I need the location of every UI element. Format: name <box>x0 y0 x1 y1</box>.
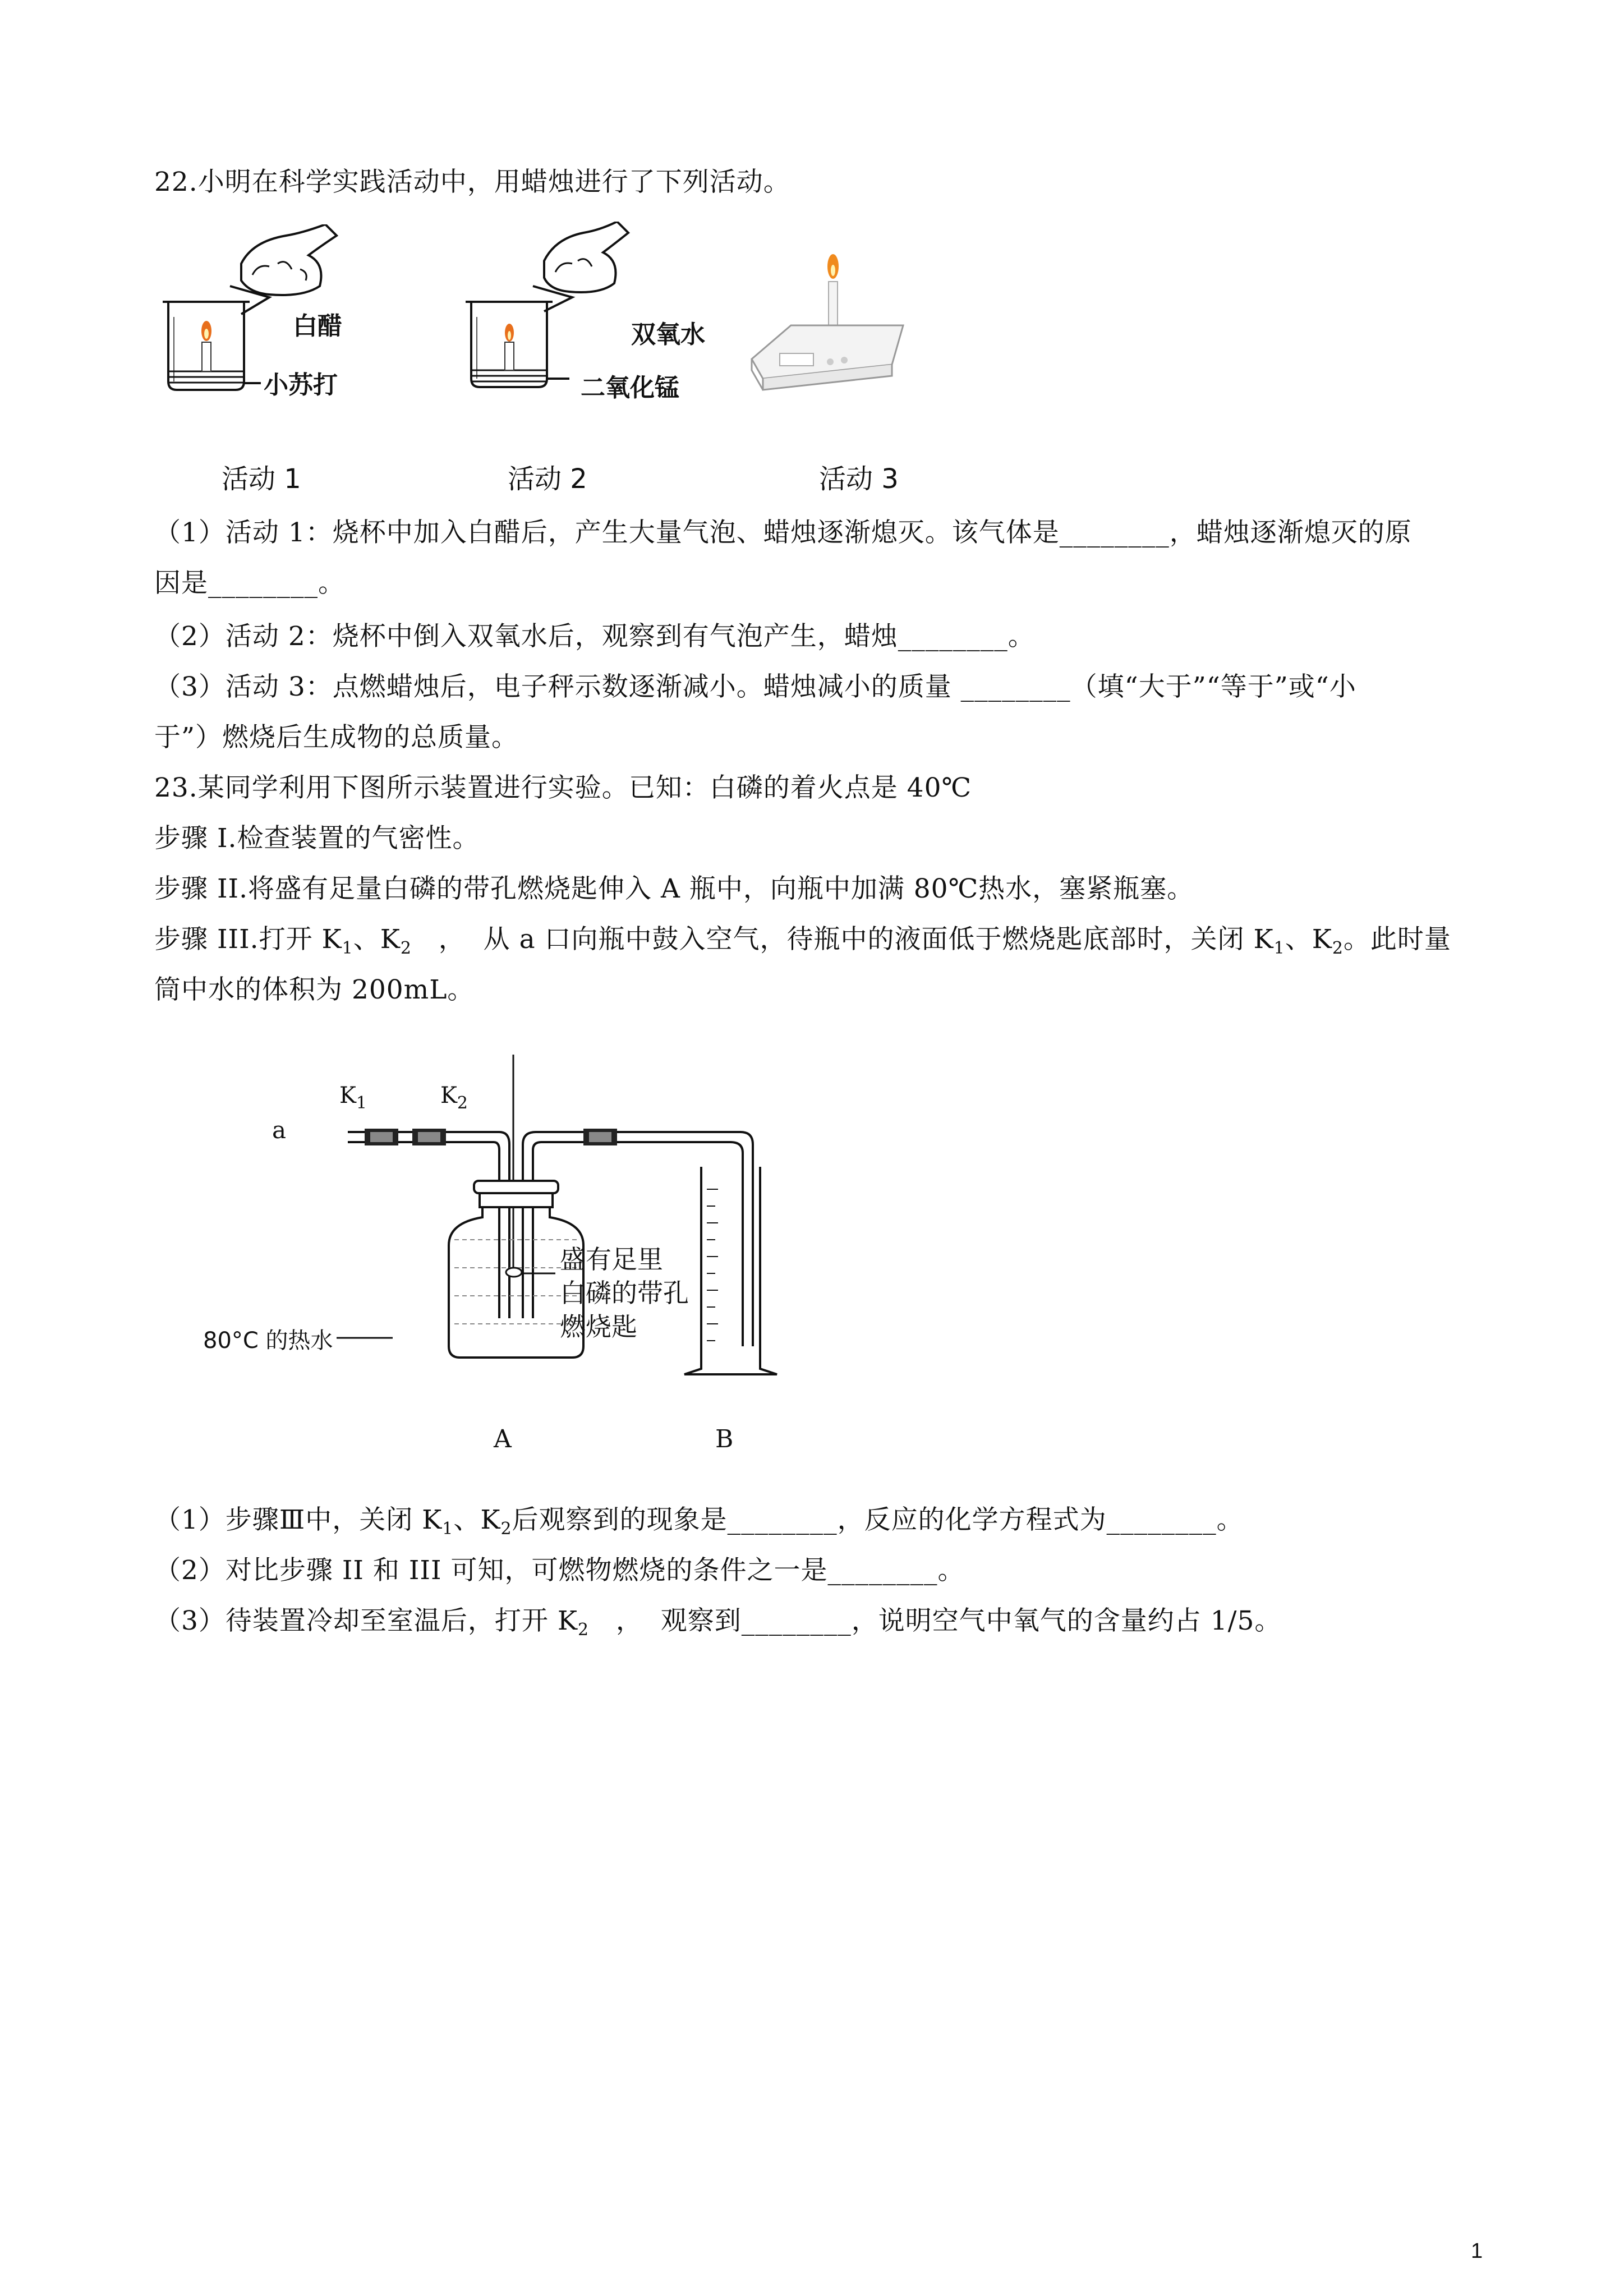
q23-part2: （2）对比步骤 II 和 III 可知，可燃物燃烧的条件之一是________。 <box>154 1555 965 1586</box>
activity3-figure <box>740 252 909 404</box>
q23-part3: （3）待装置冷却至室温后，打开 $K_2$ ， 观察到________，说明空气中氧气的含量约占 1/5。 <box>154 1605 1282 1640</box>
k2-label: $K_2$ <box>440 1083 468 1113</box>
q22-part3-line2: 于”）燃烧后生成物的总质量。 <box>154 722 519 753</box>
h2o2-label: 双氧水 <box>631 320 705 349</box>
activity2-caption: 活动 2 <box>508 463 587 495</box>
activity3-caption: 活动 3 <box>819 463 899 495</box>
mno2-label: 二氧化锰 <box>581 374 679 402</box>
inlet-a-label: a <box>272 1116 287 1144</box>
spoon-label: 盛有足里 白磷的带孔 燃烧匙 <box>560 1244 689 1342</box>
page-number: 1 <box>1471 2239 1483 2263</box>
vinegar-label: 白醋 <box>293 312 342 341</box>
q22-title: 22.小明在科学实践活动中，用蜡烛进行了下列活动。 <box>154 167 790 197</box>
hot-water-label: 80°C 的热水 <box>203 1328 333 1354</box>
k1-label: $K_1$ <box>339 1083 367 1113</box>
q22-part2: （2）活动 2：烧杯中倒入双氧水后，观察到有气泡产生，蜡烛________。 <box>154 621 1035 652</box>
baking-soda-label: 小苏打 <box>264 371 338 399</box>
q22-part1-line2: 因是________。 <box>154 568 345 599</box>
cylinder-b-label: B <box>715 1425 734 1453</box>
q23-step3-line2: 筒中水的体积为 200mL。 <box>154 974 475 1005</box>
q23-step3-line1: 步骤 III.打开 $K_1$、$K_2$ ， 从 a 口向瓶中鼓入空气，待瓶中的液面低于燃烧匙底部时，关闭 $K_1$、$K_2$。此时量 <box>154 924 1451 958</box>
q23-step1: 步骤 I.检查装置的气密性。 <box>154 823 480 854</box>
q22-part1-line1: （1）活动 1：烧杯中加入白醋后，产生大量气泡、蜡烛逐渐熄灭。该气体是________，蜡烛逐渐熄灭的原 <box>154 517 1412 548</box>
bottle-a-label: A <box>494 1425 512 1453</box>
q23-step2: 步骤 II.将盛有足量白磷的带孔燃烧匙伸入 A 瓶中，向瓶中加满 80℃热水，塞紧瓶塞。 <box>154 873 1194 904</box>
activity1-caption: 活动 1 <box>222 463 301 495</box>
q22-part3-line1: （3）活动 3：点燃蜡烛后，电子秤示数逐渐减小。蜡烛减小的质量 ________（填“大于”“等于”或“小 <box>154 671 1356 702</box>
q23-title: 23.某同学利用下图所示装置进行实验。已知：白磷的着火点是 40℃ <box>154 772 972 803</box>
q23-part1: （1）步骤Ⅲ中，关闭 $K_1$、$K_2$后观察到的现象是________，反应的化学方程式为________。 <box>154 1504 1244 1539</box>
